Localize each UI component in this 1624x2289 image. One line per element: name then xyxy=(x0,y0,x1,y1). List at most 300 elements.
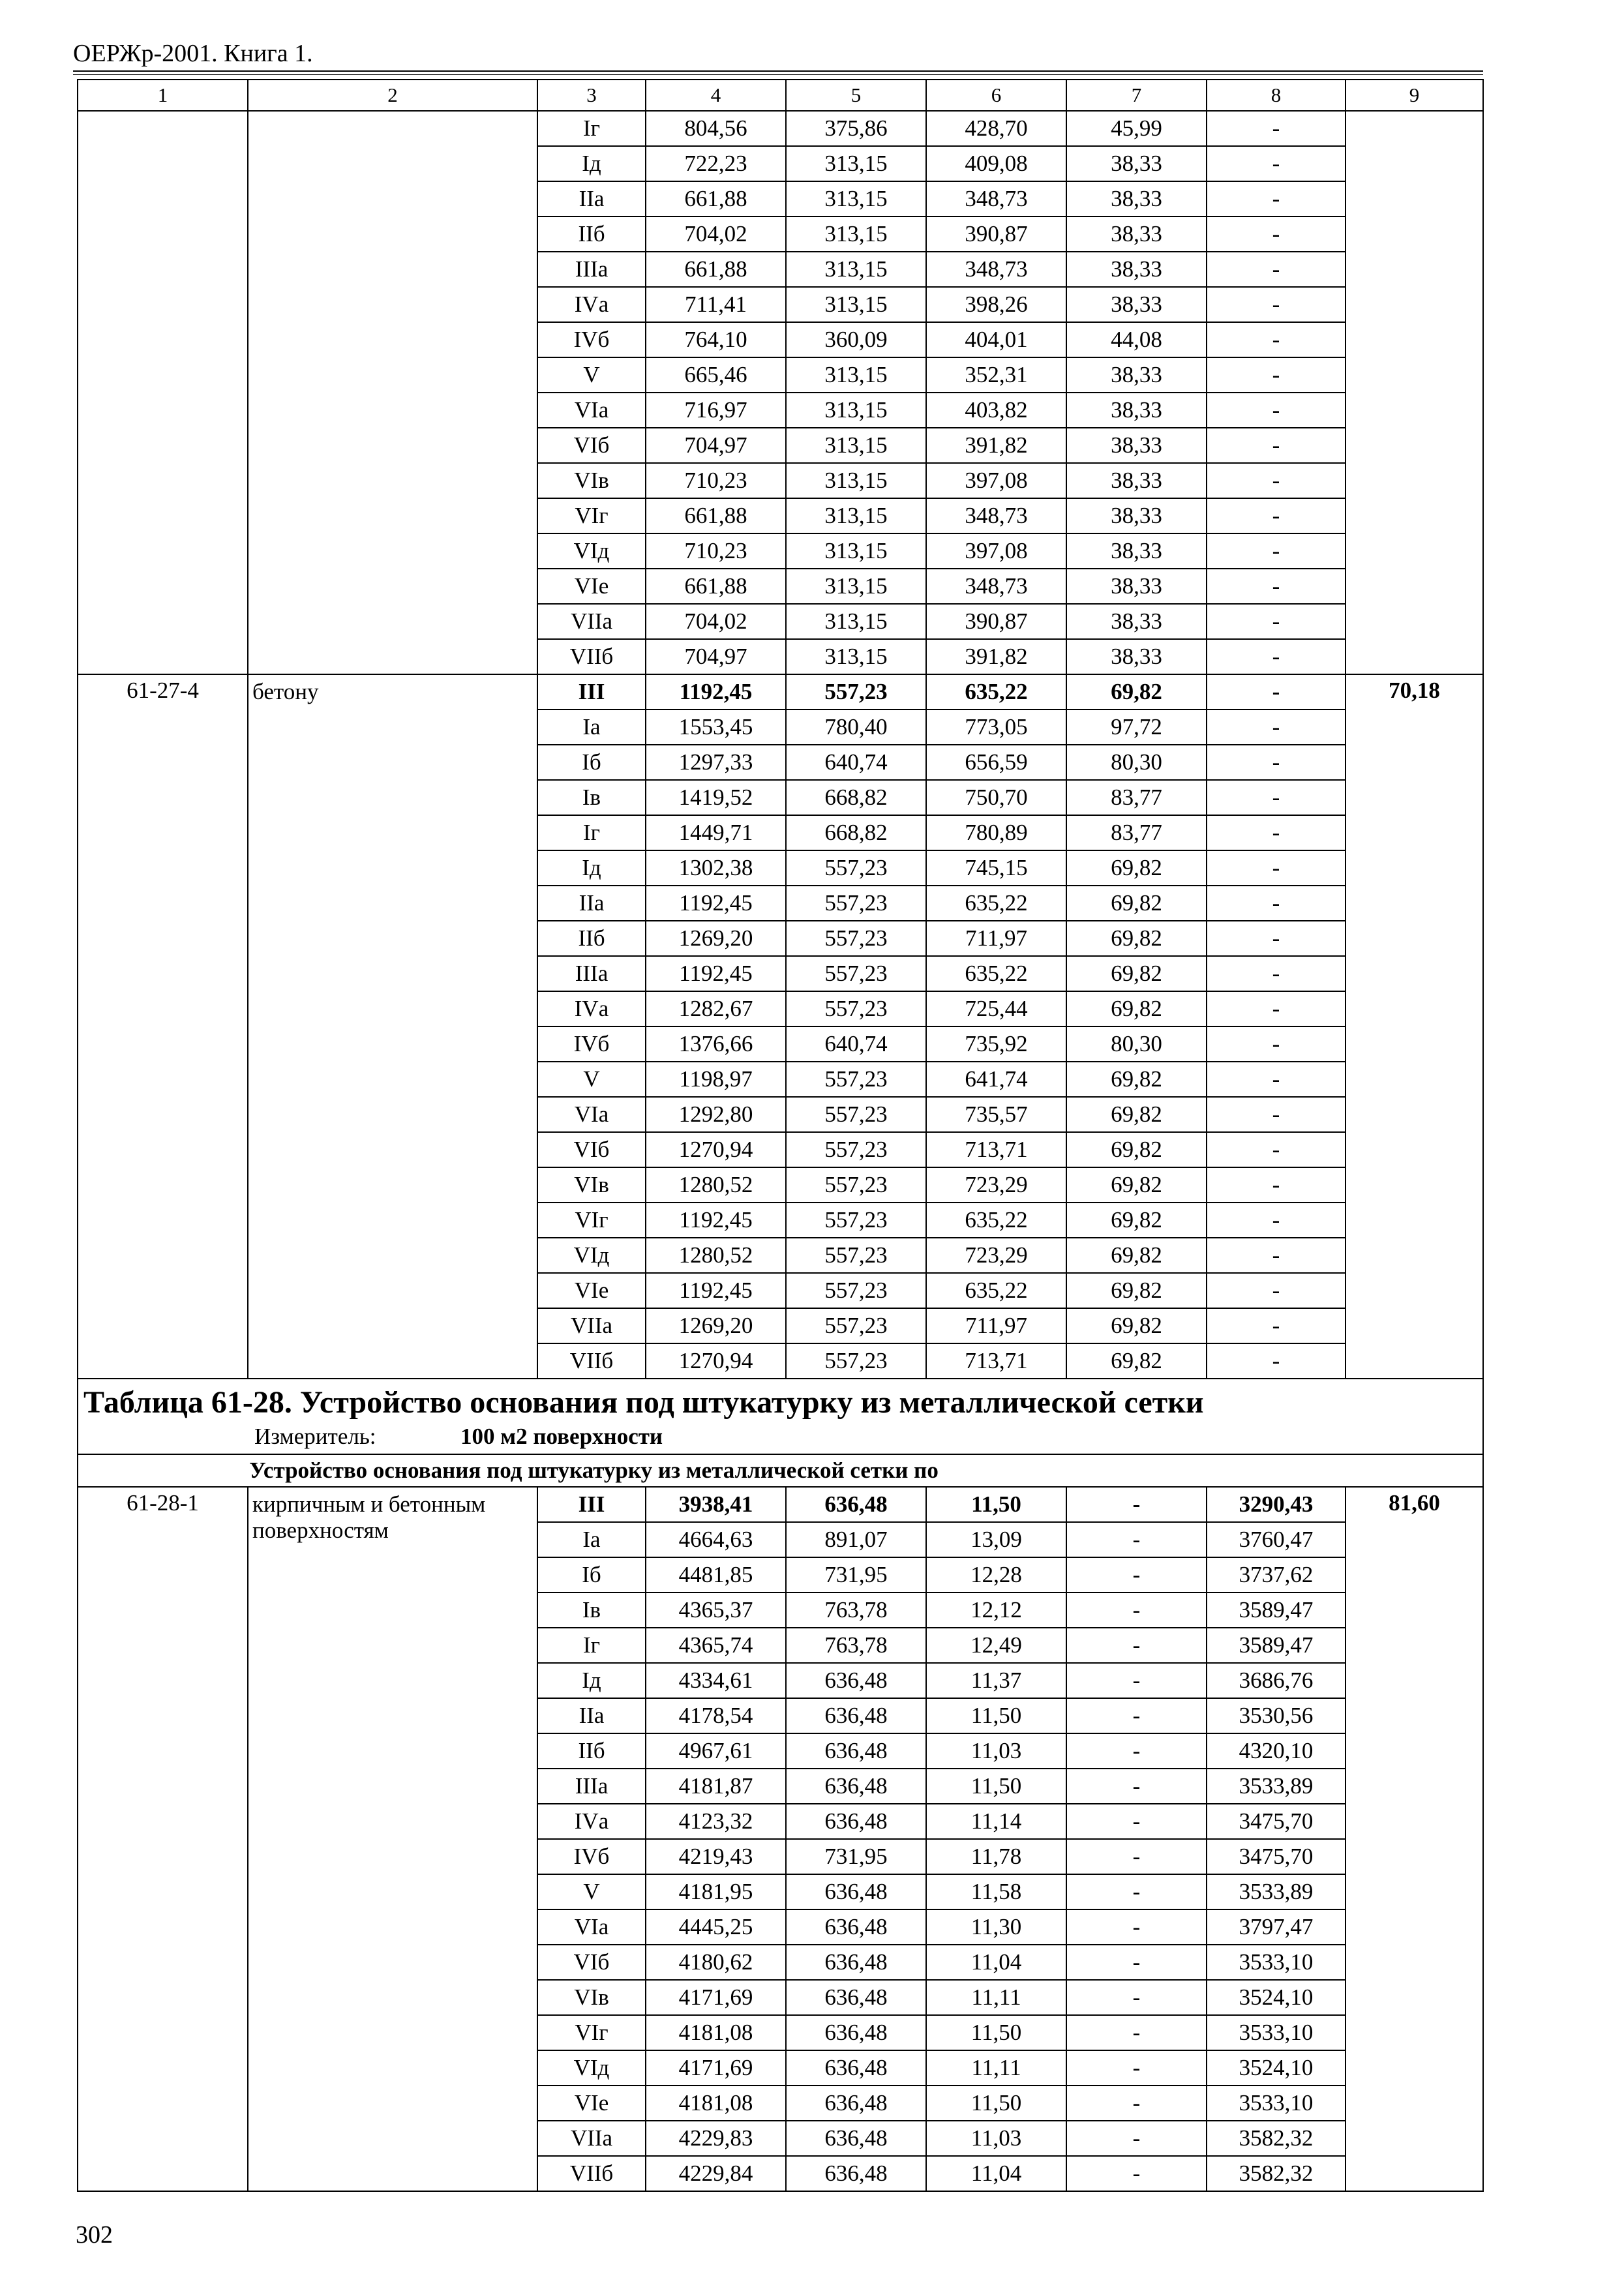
value-cell: 38,33 xyxy=(1066,217,1207,252)
column-number-row xyxy=(78,80,1483,111)
zone-cell: Iд xyxy=(537,146,646,181)
value-cell: 1419,52 xyxy=(646,780,786,815)
value-cell: 4481,85 xyxy=(646,1557,786,1593)
zone-cell: VIе xyxy=(537,2086,646,2121)
value-cell: 313,15 xyxy=(786,357,926,393)
value-cell: - xyxy=(1066,1980,1207,2015)
value-cell: 38,33 xyxy=(1066,533,1207,569)
value-cell: 1292,80 xyxy=(646,1097,786,1132)
value-cell: - xyxy=(1207,1132,1346,1167)
value-cell: 1192,45 xyxy=(646,956,786,991)
value-cell: 557,23 xyxy=(786,1167,926,1203)
value-cell: 704,97 xyxy=(646,639,786,674)
value-cell: 1449,71 xyxy=(646,815,786,850)
zone-cell: VIе xyxy=(537,1273,646,1308)
row-code: 61-28-1 xyxy=(78,1487,248,2191)
value-cell: 4181,95 xyxy=(646,1874,786,1909)
value-cell: 11,37 xyxy=(926,1663,1066,1698)
row-notes xyxy=(1346,111,1483,674)
value-cell: 13,09 xyxy=(926,1522,1066,1557)
value-cell: 11,50 xyxy=(926,2015,1066,2050)
zone-cell: VIд xyxy=(537,2050,646,2086)
zone-cell: VIIб xyxy=(537,2156,646,2191)
value-cell: 716,97 xyxy=(646,393,786,428)
value-cell: 4171,69 xyxy=(646,1980,786,2015)
zone-cell: V xyxy=(537,1874,646,1909)
value-cell: 1553,45 xyxy=(646,710,786,745)
value-cell: 4967,61 xyxy=(646,1733,786,1769)
column-number: 4 xyxy=(646,80,786,111)
value-cell: - xyxy=(1066,1522,1207,1557)
value-cell: 12,28 xyxy=(926,1557,1066,1593)
value-cell: 11,50 xyxy=(926,1698,1066,1733)
value-cell: 313,15 xyxy=(786,393,926,428)
table-row xyxy=(78,674,1483,710)
value-cell: 780,40 xyxy=(786,710,926,745)
zone-cell: IIIа xyxy=(537,956,646,991)
value-cell: 313,15 xyxy=(786,533,926,569)
zone-cell: Iа xyxy=(537,710,646,745)
value-cell: 668,82 xyxy=(786,780,926,815)
unit-value: 100 м2 поверхности xyxy=(460,1424,663,1449)
value-cell: 45,99 xyxy=(1066,111,1207,146)
value-cell: 390,87 xyxy=(926,217,1066,252)
value-cell: 4171,69 xyxy=(646,2050,786,2086)
value-cell: 97,72 xyxy=(1066,710,1207,745)
zone-cell: VIа xyxy=(537,393,646,428)
value-cell: 3524,10 xyxy=(1207,1980,1346,2015)
header-rule xyxy=(73,70,1483,72)
value-cell: 735,92 xyxy=(926,1026,1066,1062)
value-cell: 348,73 xyxy=(926,181,1066,217)
value-cell: 557,23 xyxy=(786,674,926,710)
column-number: 5 xyxy=(786,80,926,111)
value-cell: 3582,32 xyxy=(1207,2121,1346,2156)
value-cell: 773,05 xyxy=(926,710,1066,745)
value-cell: 636,48 xyxy=(786,2121,926,2156)
value-cell: 665,46 xyxy=(646,357,786,393)
value-cell: 4178,54 xyxy=(646,1698,786,1733)
page-number: 302 xyxy=(76,2221,113,2249)
value-cell: - xyxy=(1207,991,1346,1026)
value-cell: 80,30 xyxy=(1066,1026,1207,1062)
value-cell: 38,33 xyxy=(1066,604,1207,639)
value-cell: 69,82 xyxy=(1066,674,1207,710)
value-cell: - xyxy=(1207,815,1346,850)
zone-cell: Iб xyxy=(537,1557,646,1593)
value-cell: 4181,08 xyxy=(646,2015,786,2050)
value-cell: 38,33 xyxy=(1066,569,1207,604)
zone-cell: VIIб xyxy=(537,639,646,674)
value-cell: 661,88 xyxy=(646,181,786,217)
value-cell: 348,73 xyxy=(926,252,1066,287)
value-cell: 635,22 xyxy=(926,886,1066,921)
value-cell: 3589,47 xyxy=(1207,1593,1346,1628)
value-cell: 69,82 xyxy=(1066,1132,1207,1167)
value-cell: 557,23 xyxy=(786,1097,926,1132)
running-header: ОЕРЖр-2001. Книга 1. xyxy=(73,40,313,67)
value-cell: 3589,47 xyxy=(1207,1628,1346,1663)
value-cell: 636,48 xyxy=(786,1663,926,1698)
value-cell: 636,48 xyxy=(786,2086,926,2121)
zone-cell: V xyxy=(537,357,646,393)
value-cell: - xyxy=(1066,1628,1207,1663)
value-cell: 4219,43 xyxy=(646,1839,786,1874)
value-cell: 69,82 xyxy=(1066,921,1207,956)
column-number: 9 xyxy=(1346,80,1483,111)
value-cell: 780,89 xyxy=(926,815,1066,850)
zone-cell: IVб xyxy=(537,1839,646,1874)
value-cell: 635,22 xyxy=(926,1273,1066,1308)
value-cell: - xyxy=(1207,850,1346,886)
value-cell: - xyxy=(1066,2050,1207,2086)
table-title: Таблица 61-28. Устройство основания под штукатурку из металлической сетки xyxy=(83,1385,1204,1420)
value-cell: 313,15 xyxy=(786,217,926,252)
row-code xyxy=(78,111,248,674)
value-cell: 313,15 xyxy=(786,252,926,287)
value-cell: 1192,45 xyxy=(646,1203,786,1238)
row-notes: 70,18 xyxy=(1346,674,1483,1379)
value-cell: 83,77 xyxy=(1066,780,1207,815)
column-number: 3 xyxy=(537,80,646,111)
value-cell: 11,50 xyxy=(926,1769,1066,1804)
value-cell: 4180,62 xyxy=(646,1945,786,1980)
value-cell: - xyxy=(1066,2121,1207,2156)
value-cell: 11,11 xyxy=(926,2050,1066,2086)
value-cell: 661,88 xyxy=(646,252,786,287)
value-cell: - xyxy=(1066,1557,1207,1593)
zone-cell: IVа xyxy=(537,287,646,322)
value-cell: 891,07 xyxy=(786,1522,926,1557)
value-cell: - xyxy=(1207,1273,1346,1308)
value-cell: 557,23 xyxy=(786,956,926,991)
value-cell: 69,82 xyxy=(1066,1062,1207,1097)
value-cell: 348,73 xyxy=(926,569,1066,604)
value-cell: 1192,45 xyxy=(646,886,786,921)
value-cell: 38,33 xyxy=(1066,287,1207,322)
value-cell: 38,33 xyxy=(1066,498,1207,533)
zone-cell: IVа xyxy=(537,991,646,1026)
value-cell: 11,58 xyxy=(926,1874,1066,1909)
value-cell: 636,48 xyxy=(786,1980,926,2015)
value-cell: 391,82 xyxy=(926,428,1066,463)
value-cell: 3533,10 xyxy=(1207,2086,1346,2121)
value-cell: 723,29 xyxy=(926,1167,1066,1203)
value-cell: 1280,52 xyxy=(646,1167,786,1203)
value-cell: - xyxy=(1207,639,1346,674)
value-cell: 3533,10 xyxy=(1207,2015,1346,2050)
table-title-row xyxy=(78,1379,1483,1454)
value-cell: 1297,33 xyxy=(646,745,786,780)
value-cell: 636,48 xyxy=(786,1945,926,1980)
value-cell: 11,03 xyxy=(926,1733,1066,1769)
zone-cell: IVа xyxy=(537,1804,646,1839)
value-cell: 557,23 xyxy=(786,1203,926,1238)
value-cell: 1282,67 xyxy=(646,991,786,1026)
value-cell: - xyxy=(1207,287,1346,322)
value-cell: - xyxy=(1207,146,1346,181)
zone-cell: III xyxy=(537,674,646,710)
value-cell: 11,14 xyxy=(926,1804,1066,1839)
value-cell: 313,15 xyxy=(786,181,926,217)
zone-cell: VIб xyxy=(537,1945,646,1980)
value-cell: 764,10 xyxy=(646,322,786,357)
zone-cell: VIа xyxy=(537,1097,646,1132)
value-cell: 12,12 xyxy=(926,1593,1066,1628)
zone-cell: IIб xyxy=(537,921,646,956)
value-cell: 661,88 xyxy=(646,569,786,604)
value-cell: - xyxy=(1207,463,1346,498)
value-cell: 313,15 xyxy=(786,498,926,533)
row-code: 61-27-4 xyxy=(78,674,248,1379)
value-cell: 804,56 xyxy=(646,111,786,146)
value-cell: 640,74 xyxy=(786,745,926,780)
zone-cell: VIг xyxy=(537,1203,646,1238)
value-cell: 711,41 xyxy=(646,287,786,322)
value-cell: 1376,66 xyxy=(646,1026,786,1062)
value-cell: 3582,32 xyxy=(1207,2156,1346,2191)
value-cell: 69,82 xyxy=(1066,1097,1207,1132)
value-cell: 656,59 xyxy=(926,745,1066,780)
value-cell: 69,82 xyxy=(1066,1273,1207,1308)
value-cell: - xyxy=(1066,1487,1207,1522)
value-cell: - xyxy=(1207,710,1346,745)
column-number: 8 xyxy=(1207,80,1346,111)
value-cell: 4365,74 xyxy=(646,1628,786,1663)
value-cell: - xyxy=(1207,1308,1346,1343)
value-cell: 11,11 xyxy=(926,1980,1066,2015)
value-cell: 1269,20 xyxy=(646,921,786,956)
value-cell: - xyxy=(1207,357,1346,393)
value-cell: 391,82 xyxy=(926,639,1066,674)
value-cell: 4229,83 xyxy=(646,2121,786,2156)
value-cell: 38,33 xyxy=(1066,146,1207,181)
value-cell: 11,04 xyxy=(926,2156,1066,2191)
value-cell: 635,22 xyxy=(926,1203,1066,1238)
value-cell: 4320,10 xyxy=(1207,1733,1346,1769)
value-cell: 12,49 xyxy=(926,1628,1066,1663)
value-cell: 557,23 xyxy=(786,1062,926,1097)
value-cell: 1270,94 xyxy=(646,1132,786,1167)
value-cell: 38,33 xyxy=(1066,463,1207,498)
value-cell: 711,97 xyxy=(926,1308,1066,1343)
value-cell: 731,95 xyxy=(786,1557,926,1593)
value-cell: 390,87 xyxy=(926,604,1066,639)
value-cell: 397,08 xyxy=(926,463,1066,498)
value-cell: 4365,37 xyxy=(646,1593,786,1628)
value-cell: 636,48 xyxy=(786,1874,926,1909)
value-cell: 3760,47 xyxy=(1207,1522,1346,1557)
zone-cell: IIа xyxy=(537,1698,646,1733)
value-cell: - xyxy=(1207,780,1346,815)
zone-cell: VIг xyxy=(537,2015,646,2050)
value-cell: - xyxy=(1066,2086,1207,2121)
value-cell: 3797,47 xyxy=(1207,1909,1346,1945)
value-cell: 661,88 xyxy=(646,498,786,533)
zone-cell: VIIб xyxy=(537,1343,646,1379)
value-cell: 69,82 xyxy=(1066,956,1207,991)
value-cell: 3290,43 xyxy=(1207,1487,1346,1522)
column-number: 6 xyxy=(926,80,1066,111)
table-row xyxy=(78,1487,1483,1522)
value-cell: - xyxy=(1066,1593,1207,1628)
value-cell: 3938,41 xyxy=(646,1487,786,1522)
value-cell: 557,23 xyxy=(786,1308,926,1343)
value-cell: 313,15 xyxy=(786,639,926,674)
value-cell: 404,01 xyxy=(926,322,1066,357)
value-cell: 1280,52 xyxy=(646,1238,786,1273)
value-cell: 348,73 xyxy=(926,498,1066,533)
zone-cell: V xyxy=(537,1062,646,1097)
value-cell: 3533,89 xyxy=(1207,1769,1346,1804)
value-cell: - xyxy=(1066,1804,1207,1839)
unit-line xyxy=(83,1422,1477,1451)
value-cell: 3475,70 xyxy=(1207,1839,1346,1874)
value-cell: 4181,08 xyxy=(646,2086,786,2121)
value-cell: 69,82 xyxy=(1066,886,1207,921)
value-cell: 557,23 xyxy=(786,991,926,1026)
value-cell: 704,02 xyxy=(646,217,786,252)
zone-cell: Iг xyxy=(537,1628,646,1663)
value-cell: 636,48 xyxy=(786,1804,926,1839)
value-cell: 3533,89 xyxy=(1207,1874,1346,1909)
value-cell: 668,82 xyxy=(786,815,926,850)
value-cell: 636,48 xyxy=(786,2156,926,2191)
zone-cell: VIб xyxy=(537,1132,646,1167)
value-cell: 722,23 xyxy=(646,146,786,181)
value-cell: 375,86 xyxy=(786,111,926,146)
zone-cell: IIб xyxy=(537,1733,646,1769)
value-cell: 557,23 xyxy=(786,1132,926,1167)
zone-cell: VIе xyxy=(537,569,646,604)
value-cell: 69,82 xyxy=(1066,1308,1207,1343)
value-cell: 1198,97 xyxy=(646,1062,786,1097)
value-cell: 3533,10 xyxy=(1207,1945,1346,1980)
value-cell: 11,50 xyxy=(926,1487,1066,1522)
rates-table xyxy=(77,79,1484,2192)
value-cell: 38,33 xyxy=(1066,639,1207,674)
value-cell: - xyxy=(1207,217,1346,252)
value-cell: 4445,25 xyxy=(646,1909,786,1945)
value-cell: 313,15 xyxy=(786,604,926,639)
value-cell: 3475,70 xyxy=(1207,1804,1346,1839)
column-number: 1 xyxy=(78,80,248,111)
zone-cell: Iд xyxy=(537,850,646,886)
value-cell: 69,82 xyxy=(1066,1203,1207,1238)
value-cell: - xyxy=(1207,252,1346,287)
value-cell: 745,15 xyxy=(926,850,1066,886)
value-cell: - xyxy=(1207,498,1346,533)
value-cell: 11,03 xyxy=(926,2121,1066,2156)
value-cell: 4334,61 xyxy=(646,1663,786,1698)
value-cell: 38,33 xyxy=(1066,181,1207,217)
value-cell: 313,15 xyxy=(786,287,926,322)
value-cell: - xyxy=(1066,1909,1207,1945)
value-cell: 641,74 xyxy=(926,1062,1066,1097)
zone-cell: VIд xyxy=(537,533,646,569)
section-row xyxy=(78,1454,1483,1487)
table-title-cell xyxy=(78,1379,1483,1454)
zone-cell: Iб xyxy=(537,745,646,780)
value-cell: 3524,10 xyxy=(1207,2050,1346,2086)
value-cell: 69,82 xyxy=(1066,850,1207,886)
zone-cell: VIв xyxy=(537,1980,646,2015)
rates-table-body xyxy=(78,80,1483,2191)
value-cell: 725,44 xyxy=(926,991,1066,1026)
value-cell: 557,23 xyxy=(786,1238,926,1273)
value-cell: - xyxy=(1207,921,1346,956)
value-cell: 38,33 xyxy=(1066,393,1207,428)
row-name xyxy=(248,111,537,674)
value-cell: 360,09 xyxy=(786,322,926,357)
value-cell: 557,23 xyxy=(786,921,926,956)
value-cell: - xyxy=(1207,1097,1346,1132)
zone-cell: Iв xyxy=(537,780,646,815)
value-cell: 763,78 xyxy=(786,1593,926,1628)
value-cell: - xyxy=(1207,181,1346,217)
value-cell: 750,70 xyxy=(926,780,1066,815)
unit-label: Измеритель: xyxy=(254,1424,376,1449)
zone-cell: IVб xyxy=(537,1026,646,1062)
zone-cell: VIIа xyxy=(537,2121,646,2156)
value-cell: 4181,87 xyxy=(646,1769,786,1804)
zone-cell: VIг xyxy=(537,498,646,533)
value-cell: 636,48 xyxy=(786,1487,926,1522)
value-cell: - xyxy=(1207,886,1346,921)
value-cell: 397,08 xyxy=(926,533,1066,569)
row-name: кирпичным и бетонным поверхностям xyxy=(248,1487,537,2191)
value-cell: - xyxy=(1066,1698,1207,1733)
value-cell: 69,82 xyxy=(1066,1343,1207,1379)
value-cell: 636,48 xyxy=(786,2015,926,2050)
value-cell: 557,23 xyxy=(786,850,926,886)
value-cell: 11,04 xyxy=(926,1945,1066,1980)
value-cell: - xyxy=(1066,1945,1207,1980)
value-cell: 557,23 xyxy=(786,1343,926,1379)
value-cell: 640,74 xyxy=(786,1026,926,1062)
value-cell: 4123,32 xyxy=(646,1804,786,1839)
value-cell: 710,23 xyxy=(646,463,786,498)
value-cell: 38,33 xyxy=(1066,428,1207,463)
value-cell: 3737,62 xyxy=(1207,1557,1346,1593)
value-cell: 711,97 xyxy=(926,921,1066,956)
value-cell: - xyxy=(1066,2156,1207,2191)
zone-cell: VIIа xyxy=(537,1308,646,1343)
value-cell: 636,48 xyxy=(786,1733,926,1769)
value-cell: 3530,56 xyxy=(1207,1698,1346,1733)
value-cell: 1302,38 xyxy=(646,850,786,886)
value-cell: - xyxy=(1066,2015,1207,2050)
zone-cell: VIа xyxy=(537,1909,646,1945)
value-cell: 69,82 xyxy=(1066,1167,1207,1203)
value-cell: 69,82 xyxy=(1066,991,1207,1026)
value-cell: 636,48 xyxy=(786,1769,926,1804)
table-row xyxy=(78,111,1483,146)
value-cell: - xyxy=(1066,1839,1207,1874)
value-cell: 4664,63 xyxy=(646,1522,786,1557)
zone-cell: IIа xyxy=(537,886,646,921)
value-cell: 1192,45 xyxy=(646,674,786,710)
value-cell: 636,48 xyxy=(786,1909,926,1945)
value-cell: - xyxy=(1207,1343,1346,1379)
zone-cell: VIб xyxy=(537,428,646,463)
value-cell: - xyxy=(1207,322,1346,357)
column-number: 2 xyxy=(248,80,537,111)
value-cell: 80,30 xyxy=(1066,745,1207,780)
value-cell: - xyxy=(1207,1238,1346,1273)
value-cell: 11,78 xyxy=(926,1839,1066,1874)
zone-cell: III xyxy=(537,1487,646,1522)
